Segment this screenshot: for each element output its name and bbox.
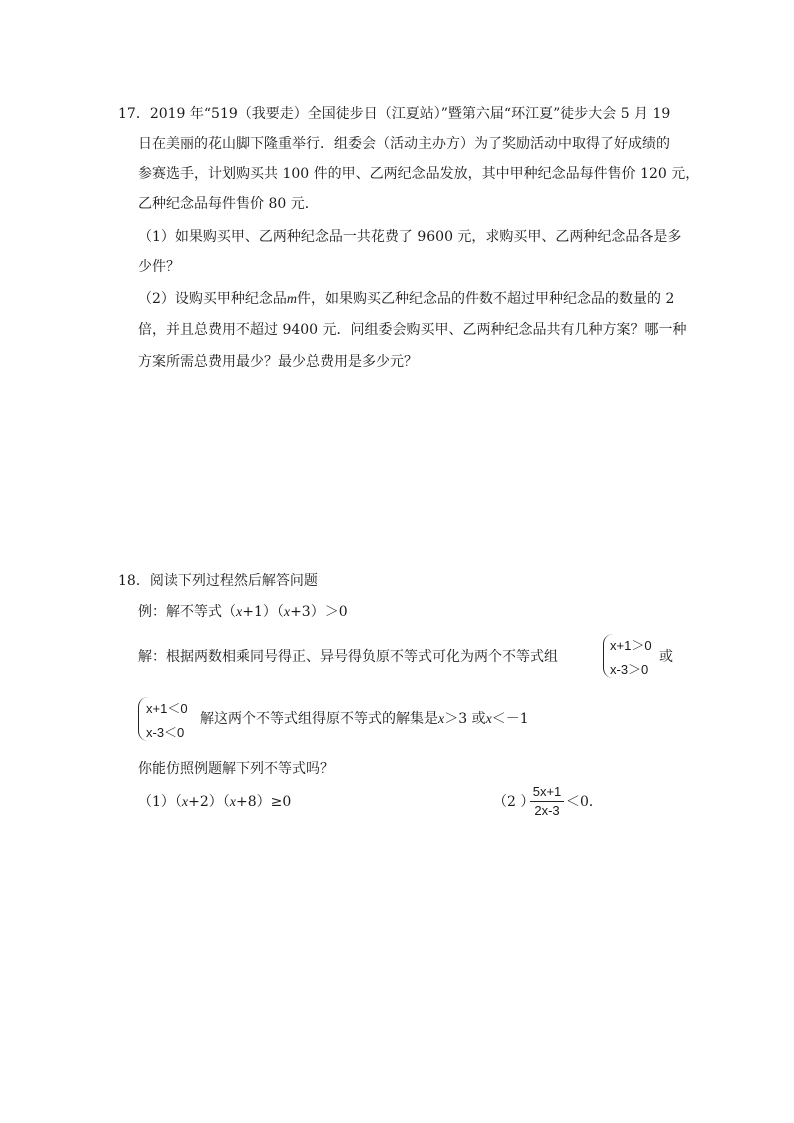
q17-line-4: 乙种纪念品每件售价 80 元． xyxy=(138,196,319,212)
q18-part2-prefix: （2 ） xyxy=(493,794,535,810)
q17-line-1: 17．2019 年“519（我要走）全国徒步日（江夏站）”暨第六届“环江夏”徒步大会 5 月 19 xyxy=(118,106,671,122)
variable-x: x xyxy=(283,605,291,620)
variable-x: x xyxy=(229,795,236,810)
q17-part1-line-2: 少件？ xyxy=(138,259,180,275)
system1-eq2: x-3＞0 xyxy=(610,662,649,677)
or-word: 或 xyxy=(659,649,673,665)
q17-part2-line-1 xyxy=(138,289,674,310)
variable-m: m xyxy=(286,292,298,307)
example-end: +3）＞0 xyxy=(290,604,348,620)
part1-end: +8）≥0 xyxy=(236,794,292,810)
variable-x: x xyxy=(485,712,492,727)
conclusion-mid: ＞3 或 xyxy=(444,711,486,727)
conclusion-end: ＜－1 xyxy=(491,711,529,727)
part1-mid: +2）（ xyxy=(188,794,230,810)
fraction-denominator: 2x-3 xyxy=(534,803,560,818)
q17-part2-line-3: 方案所需总费用最少？最少总费用是多少元？ xyxy=(138,354,418,370)
q18-example xyxy=(138,602,348,623)
variable-x: x xyxy=(236,605,243,620)
variable-x: x xyxy=(181,795,189,810)
example-prefix: 例：解不等式（ xyxy=(138,604,236,620)
q18-prompt: 你能仿照例题解下列不等式吗？ xyxy=(138,761,334,777)
q18-title: 18．阅读下列过程然后解答问题 xyxy=(118,573,318,589)
q17-line-2: 日在美丽的花山脚下隆重举行．组委会（活动主办方）为了奖励活动中取得了好成绩的 xyxy=(138,136,670,152)
q18-solution: 解：根据两数相乘同号得正、异号得负原不等式可化为两个不等式组 xyxy=(138,649,558,665)
system1-eq1: x+1＞0 xyxy=(610,638,652,653)
q17-part2-start: （2）设购买甲种纪念品 xyxy=(138,291,287,307)
q17-part2-end: 件，如果购买乙种纪念品的件数不超过甲种纪念品的数量的 2 xyxy=(297,291,675,307)
q17-part2-line-2: 倍，并且总费用不超过 9400 元．问组委会购买甲、乙两种纪念品共有几种方案？哪一种 xyxy=(138,322,687,338)
variable-x: x xyxy=(438,712,445,727)
example-mid: +1）（ xyxy=(242,604,284,620)
part1-prefix: （1）（ xyxy=(138,794,182,810)
q18-part2-end: ＜0． xyxy=(566,794,603,810)
q17-line-3: 参赛选手，计划购买共 100 件的甲、乙两纪念品发放，其中甲种纪念品每件售价 120 元， xyxy=(138,166,700,182)
conclusion-start: 解这两个不等式组得原不等式的解集是 xyxy=(200,711,438,727)
q18-part1 xyxy=(138,792,291,813)
fraction xyxy=(530,784,564,819)
system2-eq2: x-3＜0 xyxy=(146,725,185,740)
fraction-numerator: 5x+1 xyxy=(532,784,562,799)
q18-conclusion xyxy=(200,709,529,730)
system2-eq1: x+1＜0 xyxy=(146,701,188,716)
q17-part1-line-1: （1）如果购买甲、乙两种纪念品一共花费了 9600 元，求购买甲、乙两种纪念品各是多 xyxy=(138,229,682,245)
fraction-bar xyxy=(530,801,564,802)
